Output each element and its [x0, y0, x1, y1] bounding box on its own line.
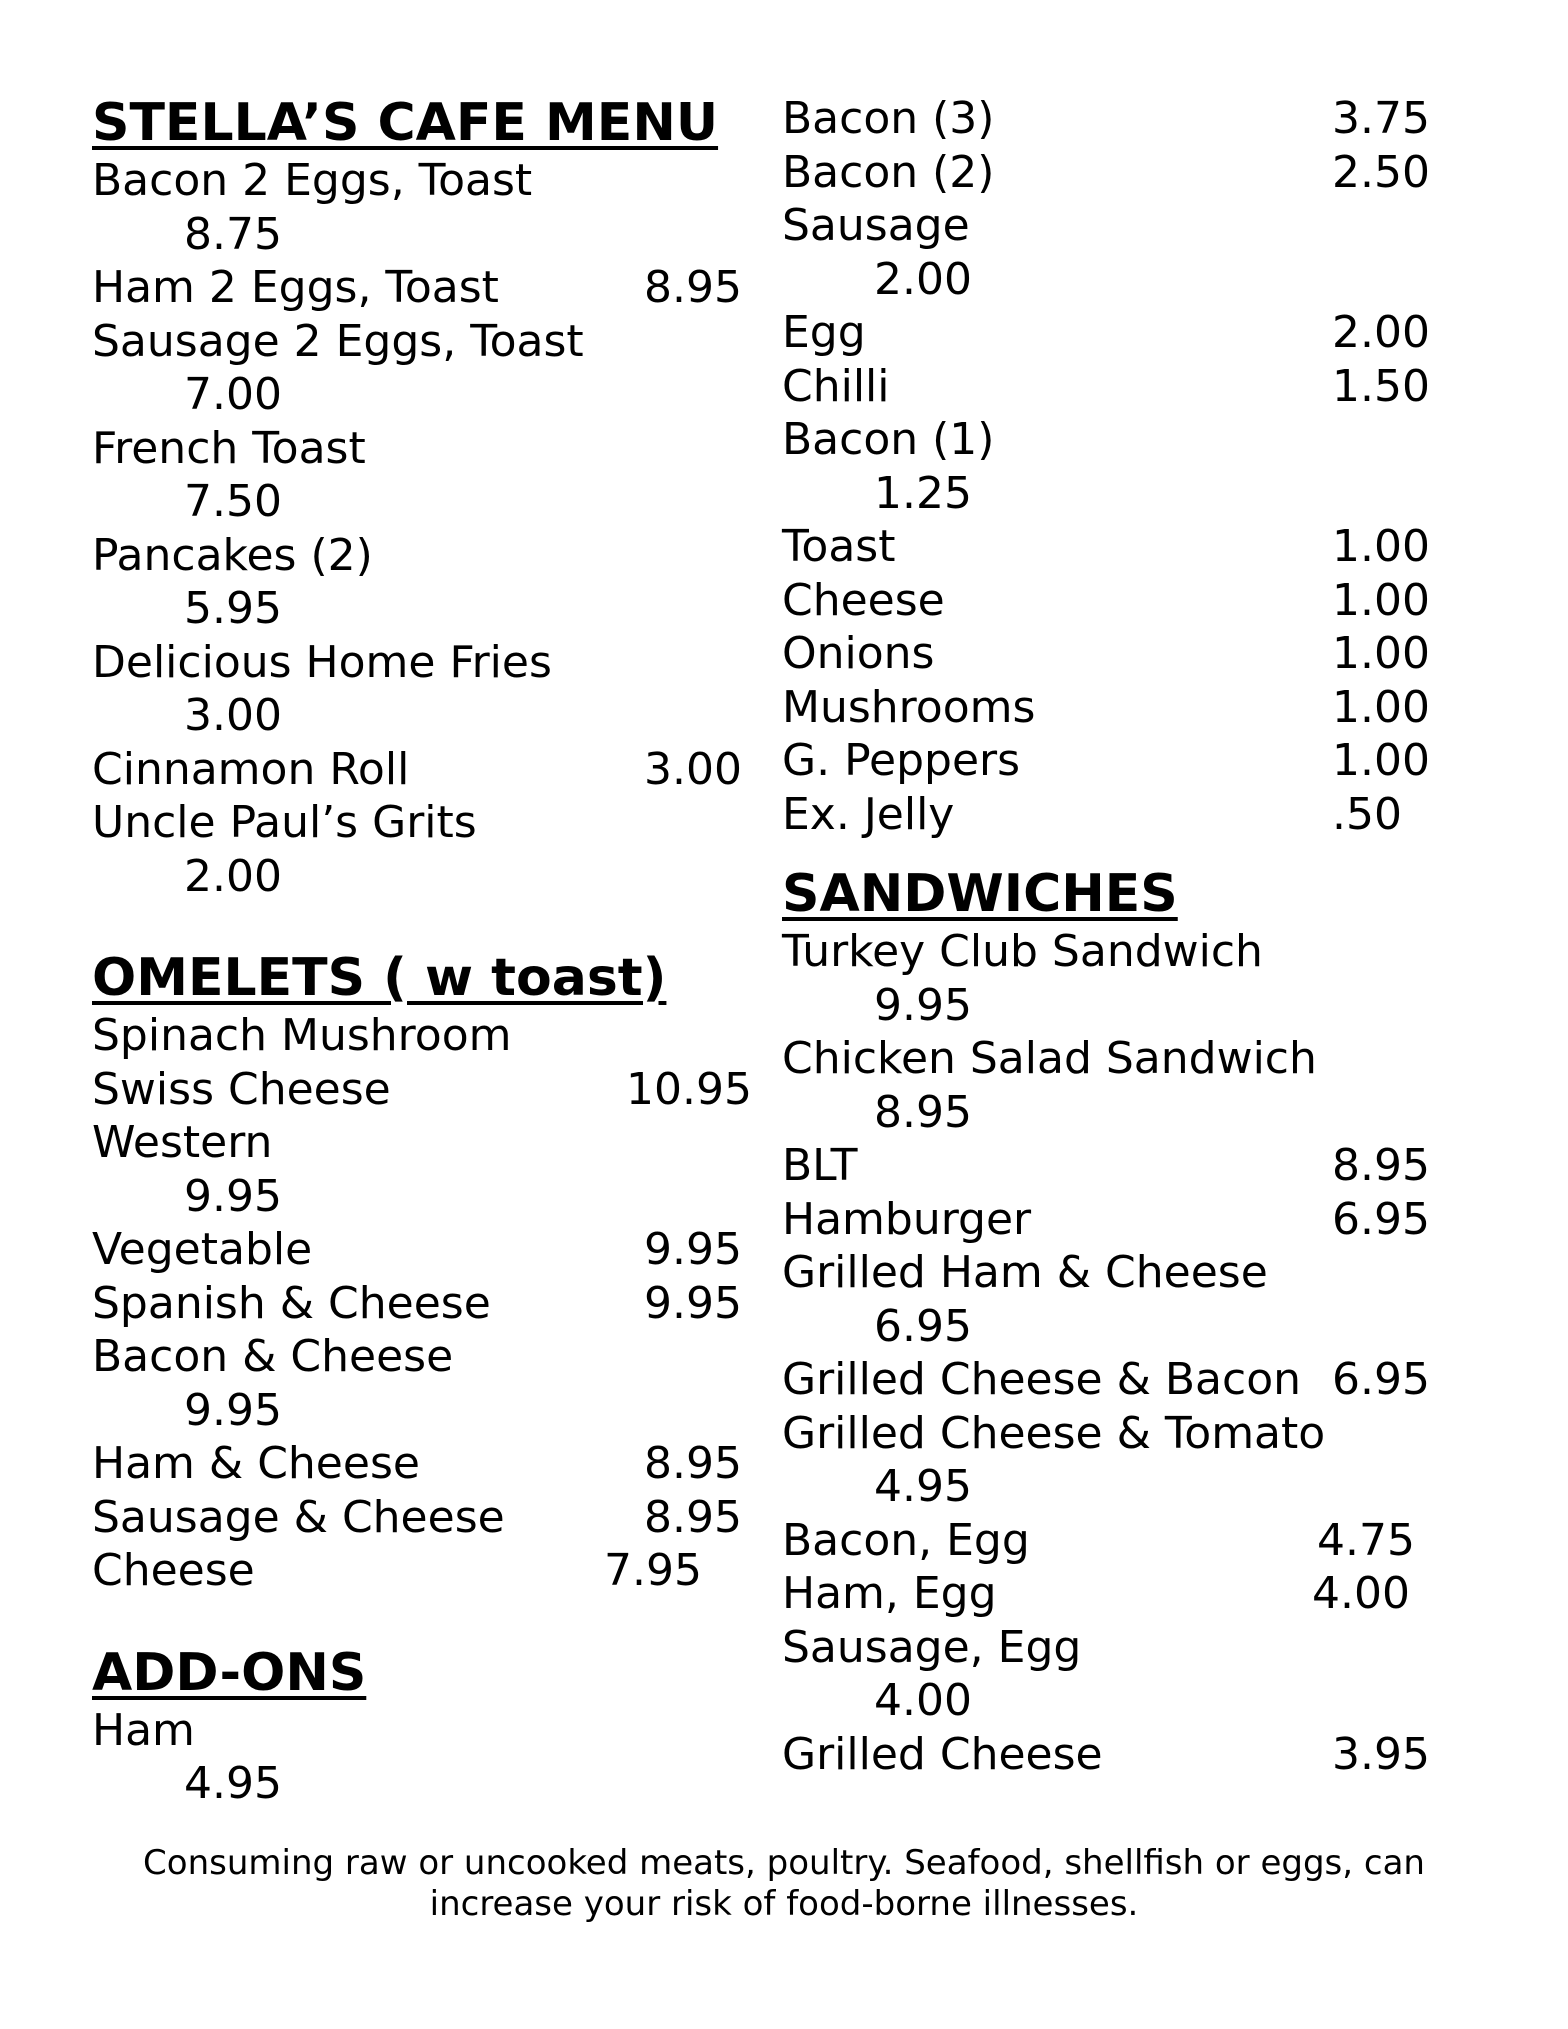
menu-item — [782, 413, 1442, 467]
sandwiches-heading: SANDWICHES — [782, 864, 1178, 924]
item-price: 3.00 — [184, 690, 282, 741]
item-name: Delicious Home Fries — [92, 636, 552, 688]
item-name: Bacon (1) — [782, 414, 995, 465]
item-name: Ham, Egg — [782, 1568, 997, 1619]
menu-item — [92, 1330, 752, 1384]
menu-item — [782, 1193, 1442, 1247]
food-safety-disclaimer — [0, 1843, 1568, 1925]
menu-item — [782, 306, 1442, 360]
menu-item — [92, 1704, 752, 1758]
item-name: Sausage & Cheese — [92, 1491, 505, 1543]
menu-item — [92, 422, 752, 476]
menu-item-price-line — [782, 1460, 1442, 1514]
item-name: Bacon (2) — [782, 146, 995, 198]
menu-item — [782, 199, 1442, 253]
menu-item-price-line — [782, 1674, 1442, 1728]
menu-item-price-line — [782, 467, 1442, 521]
item-name: Ham & Cheese — [92, 1438, 420, 1489]
item-price: 8.95 — [874, 1086, 972, 1138]
item-price: 1.50 — [1332, 360, 1430, 412]
item-price: 6.95 — [1332, 1354, 1430, 1405]
item-name: Onions — [782, 628, 935, 679]
menu-item — [92, 796, 752, 850]
menu-item — [92, 1437, 752, 1491]
item-price: 10.95 — [626, 1063, 752, 1115]
item-price: 4.75 — [1317, 1514, 1415, 1566]
menu-item — [92, 1009, 752, 1063]
item-price: 2.00 — [874, 253, 972, 305]
item-name: Pancakes (2) — [92, 529, 373, 581]
item-price: 3.00 — [644, 743, 742, 795]
item-price: 8.95 — [644, 262, 742, 313]
item-price: 7.95 — [604, 1545, 702, 1596]
item-price: 7.00 — [184, 369, 282, 420]
menu-item — [92, 1277, 752, 1331]
item-price: 5.95 — [184, 583, 282, 634]
item-name: Cheese — [782, 574, 945, 626]
menu-item — [782, 574, 1442, 628]
item-price: 6.95 — [1332, 1193, 1430, 1245]
menu-item — [782, 1514, 1442, 1568]
item-name: Bacon, Egg — [782, 1514, 1030, 1566]
menu-title: STELLA’S CAFE MENU — [92, 93, 719, 153]
item-name: Sausage 2 Eggs, Toast — [92, 315, 584, 367]
menu-item — [92, 315, 752, 369]
item-price: 9.95 — [184, 1384, 282, 1436]
menu-item — [782, 627, 1442, 681]
item-name: Mushrooms — [782, 681, 1036, 733]
menu-item — [782, 1353, 1442, 1407]
menu-item — [92, 743, 752, 797]
menu-item — [782, 520, 1442, 574]
menu-item-price-line — [92, 368, 752, 422]
item-price: 8.95 — [644, 1438, 742, 1489]
item-name: Bacon & Cheese — [92, 1331, 454, 1382]
item-name: Chilli — [782, 360, 890, 412]
item-price: 9.95 — [644, 1224, 742, 1275]
item-name: Sausage — [782, 200, 970, 251]
menu-item-price-line — [92, 475, 752, 529]
item-price: 3.75 — [1332, 93, 1430, 144]
menu-item — [92, 1544, 752, 1598]
item-name: Bacon (3) — [782, 93, 995, 144]
menu-item — [782, 360, 1442, 414]
item-name: Sausage, Egg — [782, 1621, 1082, 1673]
item-price: 1.25 — [874, 467, 972, 519]
item-price: 1.00 — [1332, 735, 1430, 786]
menu-item-price-line — [92, 1757, 752, 1811]
menu-item-price-line — [92, 582, 752, 636]
menu-item — [92, 154, 752, 208]
item-price: 1.00 — [1332, 574, 1430, 626]
item-price: 3.95 — [1332, 1728, 1430, 1780]
menu-item — [782, 734, 1442, 788]
omelets-heading: OMELETS ( w toast) — [92, 948, 667, 1008]
item-price: 8.95 — [644, 1491, 742, 1543]
menu-item — [92, 529, 752, 583]
menu-item — [92, 1116, 752, 1170]
menu-item — [92, 261, 752, 315]
menu-item — [782, 1246, 1442, 1300]
menu-item — [92, 1223, 752, 1277]
item-price: 1.00 — [1332, 681, 1430, 733]
menu-item — [782, 1567, 1442, 1621]
item-name: Chicken Salad Sandwich — [782, 1033, 1317, 1084]
item-name: Spinach Mushroom — [92, 1010, 512, 1061]
menu-item — [782, 1728, 1442, 1782]
menu-item — [782, 681, 1442, 735]
item-name: G. Peppers — [782, 735, 1021, 786]
menu-item-price-line — [782, 253, 1442, 307]
item-price: 9.95 — [874, 979, 972, 1031]
left-column — [92, 92, 752, 1811]
item-price: 2.00 — [1332, 307, 1430, 358]
menu-item-price-line — [92, 1170, 752, 1224]
item-name: Bacon 2 Eggs, Toast — [92, 155, 533, 206]
item-name: Swiss Cheese — [92, 1063, 391, 1115]
menu-item-price-line — [782, 979, 1442, 1033]
item-price: 8.95 — [1332, 1140, 1430, 1191]
disclaimer-line-2: increase your risk of food-borne illnesses. — [429, 1884, 1139, 1924]
item-name: Ham 2 Eggs, Toast — [92, 262, 499, 313]
item-name: Grilled Ham & Cheese — [782, 1247, 1268, 1298]
right-column — [782, 92, 1442, 1781]
item-price: 4.00 — [874, 1675, 972, 1726]
item-price: 4.95 — [184, 1758, 282, 1809]
menu-item-price-line — [92, 1384, 752, 1438]
menu-item-price-line — [782, 1086, 1442, 1140]
item-price: 9.95 — [644, 1277, 742, 1329]
item-price: 2.00 — [184, 850, 282, 902]
item-name: Cheese — [92, 1545, 255, 1596]
item-price: 2.50 — [1332, 146, 1430, 198]
addons-heading: ADD-ONS — [92, 1642, 367, 1703]
item-price: 1.00 — [1332, 628, 1430, 679]
menu-item — [782, 1032, 1442, 1086]
menu-item — [782, 1139, 1442, 1193]
item-price: 7.50 — [184, 476, 282, 527]
item-price: 8.75 — [184, 208, 282, 260]
disclaimer-line-1: Consuming raw or uncooked meats, poultry. Seafood, shellfish or eggs, can — [143, 1843, 1425, 1883]
item-name: Ex. Jelly — [782, 788, 955, 840]
menu-item-price-line — [92, 208, 752, 262]
item-name: Spanish & Cheese — [92, 1277, 491, 1329]
menu-item — [782, 925, 1442, 979]
menu-item — [782, 788, 1442, 842]
item-name: Hamburger — [782, 1193, 1032, 1245]
item-name: Toast — [782, 521, 896, 572]
item-price: 9.95 — [184, 1170, 282, 1222]
item-name: Western — [92, 1117, 273, 1168]
item-name: Egg — [782, 307, 866, 358]
item-name: Turkey Club Sandwich — [782, 926, 1263, 977]
item-name: French Toast — [92, 422, 366, 474]
item-price: 4.95 — [874, 1461, 972, 1512]
menu-item-price-line — [92, 689, 752, 743]
item-name: Grilled Cheese & Bacon — [782, 1354, 1302, 1405]
item-name: Ham — [92, 1704, 195, 1756]
item-name: Grilled Cheese & Tomato — [782, 1407, 1326, 1459]
item-price: 4.00 — [1312, 1568, 1410, 1619]
menu-item-price-line — [92, 850, 752, 904]
item-name: Uncle Paul’s Grits — [92, 797, 477, 848]
menu-item — [782, 92, 1442, 146]
item-price: 6.95 — [874, 1300, 972, 1352]
item-name: Cinnamon Roll — [92, 743, 410, 795]
menu-item-price-line — [782, 1300, 1442, 1354]
item-name: Vegetable — [92, 1224, 313, 1275]
menu-item — [782, 1621, 1442, 1675]
item-name: Grilled Cheese — [782, 1728, 1103, 1780]
item-price: .50 — [1332, 788, 1402, 840]
menu-item — [92, 636, 752, 690]
item-name: BLT — [782, 1140, 858, 1191]
menu-item — [782, 146, 1442, 200]
menu-item — [92, 1491, 752, 1545]
menu-item — [92, 1063, 752, 1117]
menu-item — [782, 1407, 1442, 1461]
item-price: 1.00 — [1332, 521, 1430, 572]
